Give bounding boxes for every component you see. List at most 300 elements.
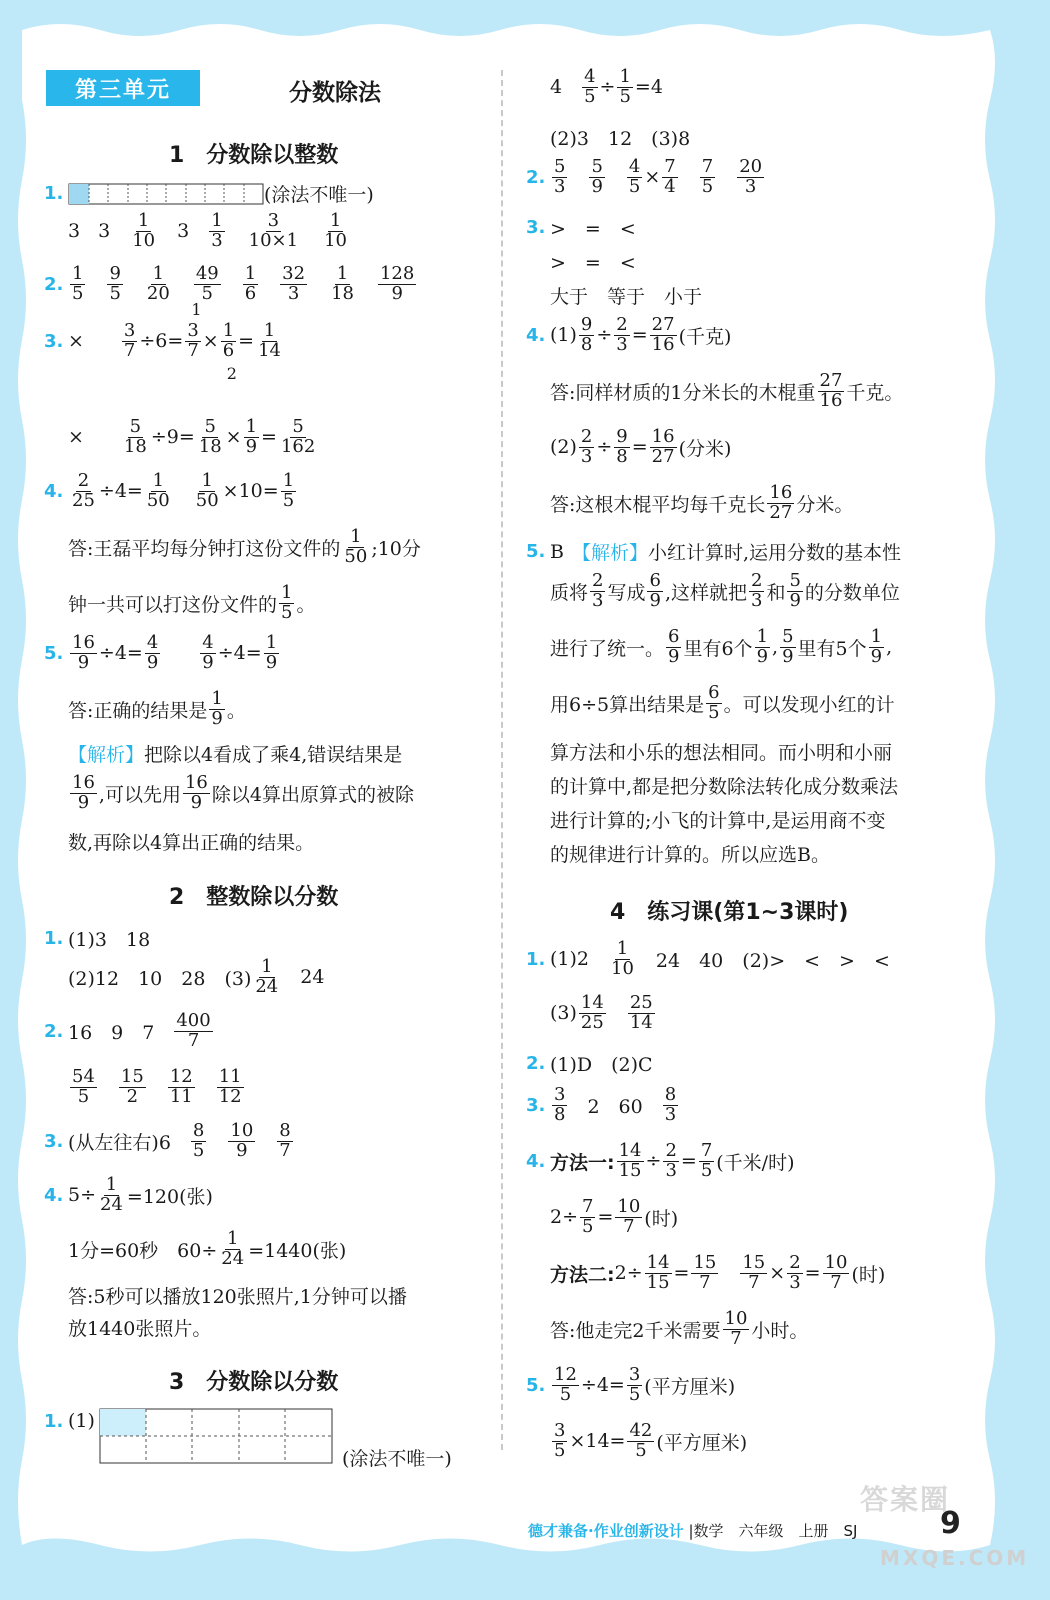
answer-text: 2÷ xyxy=(550,1206,579,1229)
fraction xyxy=(552,1366,579,1405)
note: (涂法不唯一) xyxy=(264,184,374,206)
analysis-text: 质将 xyxy=(550,581,589,604)
fraction xyxy=(107,265,122,304)
fraction xyxy=(590,572,605,611)
fraction xyxy=(228,1122,255,1161)
numerator: 20 xyxy=(739,156,763,177)
r-q3b: > = < xyxy=(550,252,636,274)
denominator: 5 xyxy=(619,85,631,107)
section-3-title: 3 分数除以分数 xyxy=(169,1370,339,1395)
denominator: 5 xyxy=(582,1215,594,1237)
numerator: 5 xyxy=(129,416,142,437)
fraction xyxy=(243,265,258,304)
denominator: 27 xyxy=(651,445,675,467)
operator: = xyxy=(261,426,277,449)
operator: ×14= xyxy=(569,1430,626,1453)
fraction xyxy=(615,1198,642,1237)
l-s2-q4b xyxy=(68,1230,346,1269)
r-p1b xyxy=(550,994,657,1033)
fraction xyxy=(552,1422,567,1461)
l-s2-q4-ans1: 答:5秒可以播放120张照片,1分钟可以播 xyxy=(68,1286,407,1308)
numerator: 1 xyxy=(756,626,769,647)
numerator: 15 xyxy=(742,1252,766,1273)
fraction xyxy=(614,316,629,355)
l-s2-q2b xyxy=(68,1068,246,1107)
denominator: 9 xyxy=(265,651,278,673)
numerator: 7 xyxy=(582,1196,594,1217)
analysis-text: ,这样就把 xyxy=(664,581,747,604)
numerator: 1 xyxy=(245,416,258,437)
answer-text: =4 xyxy=(634,76,663,99)
fraction xyxy=(628,994,655,1033)
fraction xyxy=(183,774,210,813)
answer-text: (1)2 xyxy=(550,948,590,971)
r-p5a xyxy=(526,1366,735,1405)
unit: (平方厘米) xyxy=(656,1431,748,1454)
fraction xyxy=(70,634,97,673)
fraction xyxy=(723,1310,750,1349)
section-1-title: 1 分数除以整数 xyxy=(169,143,339,168)
denominator: 6 xyxy=(222,339,235,361)
denominator: 7 xyxy=(830,1271,842,1293)
denominator: 9 xyxy=(756,645,769,667)
denominator: 5 xyxy=(201,282,213,304)
denominator: 6 xyxy=(244,282,257,304)
fraction xyxy=(264,634,279,673)
answer-text: (1) xyxy=(550,324,577,347)
question-number: 5. xyxy=(526,1374,546,1396)
fraction xyxy=(767,484,794,523)
footer-brand: 德才兼备·作业创新设计 xyxy=(528,1522,684,1540)
denominator: 10 xyxy=(611,957,634,979)
denominator: 8 xyxy=(554,1103,566,1125)
fraction xyxy=(70,1068,97,1107)
operator: = xyxy=(673,1262,690,1285)
r-q5-line2 xyxy=(550,572,900,611)
numerator: 25 xyxy=(629,992,653,1013)
numerator: 4 xyxy=(146,632,159,653)
denominator: 5 xyxy=(282,489,295,511)
answer-text: (2) xyxy=(550,436,577,459)
numerator: 1 xyxy=(152,263,165,284)
denominator: 3 xyxy=(616,333,628,355)
r-q5-line5: 算方法和小乐的想法相同。而小明和小丽 xyxy=(550,742,893,764)
answer-text: 钟一共可以打这份文件的 xyxy=(68,593,278,616)
r-q2 xyxy=(526,158,766,197)
unit: (时) xyxy=(851,1263,886,1286)
denominator: 3 xyxy=(664,1103,677,1125)
r-line1 xyxy=(550,68,663,107)
denominator: 50 xyxy=(195,489,219,511)
answer-text: 答:他走完2千米需要 xyxy=(550,1319,721,1342)
denominator: 12 xyxy=(218,1085,242,1107)
numerator: 1 xyxy=(137,210,150,231)
fraction xyxy=(552,158,567,197)
numerator: 8 xyxy=(192,1120,205,1141)
denominator: 162 xyxy=(280,435,316,457)
numerator: 1 xyxy=(201,470,213,491)
cancelled-fraction xyxy=(183,300,202,361)
answer-text: 4 xyxy=(550,76,563,99)
denominator: 15 xyxy=(646,1271,670,1293)
section-2-title: 2 整数除以分数 xyxy=(169,885,339,910)
footer xyxy=(528,1520,858,1541)
question-number: 3. xyxy=(44,1130,64,1152)
numerator: 5 xyxy=(554,156,566,177)
analysis-text: 和 xyxy=(766,581,786,604)
operator: ÷4= xyxy=(98,642,143,665)
answer-text: 24 xyxy=(300,966,325,989)
denominator: 24 xyxy=(100,1193,123,1215)
numerator: 5 xyxy=(789,570,801,591)
l-q5-analysis-3 xyxy=(68,828,314,855)
fraction xyxy=(145,472,172,511)
r-q3a xyxy=(526,214,636,241)
operator: ÷6= xyxy=(139,330,184,353)
question-number: 1. xyxy=(44,1410,64,1432)
fraction xyxy=(378,265,416,304)
footer-info: |数学 六年级 上册 SJ xyxy=(688,1522,858,1540)
r-p4a xyxy=(526,1142,795,1181)
denominator: 7 xyxy=(187,339,199,361)
denominator: 8 xyxy=(580,333,593,355)
analysis-label: 【解析】 xyxy=(571,542,648,564)
denominator: 3 xyxy=(665,1159,677,1181)
denominator: 5 xyxy=(281,601,293,623)
section-4-title: 4 练习课(第1~3课时) xyxy=(610,900,849,925)
fraction xyxy=(627,158,642,197)
l-q1-line2 xyxy=(68,212,351,251)
numerator: 9 xyxy=(109,263,121,284)
numerator: 3 xyxy=(187,320,199,341)
analysis-label: 【解析】 xyxy=(68,744,145,766)
answer-text: 答:同样材质的1分米长的木棍重 xyxy=(550,381,816,404)
fraction xyxy=(122,418,149,457)
denominator: 5 xyxy=(554,1439,566,1461)
operator: ÷ xyxy=(599,76,616,99)
fraction xyxy=(579,994,606,1033)
r-p4b xyxy=(550,1198,678,1237)
denominator: 8 xyxy=(616,445,628,467)
answer-text: ;10分 xyxy=(371,537,421,560)
denominator: 9 xyxy=(202,651,214,673)
denominator: 18 xyxy=(123,435,147,457)
analysis-text: , xyxy=(886,636,893,659)
question-number: 2. xyxy=(44,1020,64,1042)
answer-text: 24 40 (2)> < > < xyxy=(655,949,890,972)
denominator: 9 xyxy=(782,645,794,667)
numerator: 2 xyxy=(580,426,593,447)
numerator: 5 xyxy=(204,416,216,437)
analysis-text: 写成 xyxy=(607,581,646,604)
numerator: 6 xyxy=(708,682,720,703)
answer-text: =1440(张) xyxy=(248,1239,347,1262)
denominator: 24 xyxy=(221,1247,245,1269)
answer-text: 2÷ xyxy=(614,1262,643,1285)
operator: × xyxy=(202,330,219,353)
answer-text: (从左往右)6 xyxy=(68,1131,171,1154)
l-q5-analysis-2 xyxy=(68,774,414,813)
l-q3a xyxy=(44,300,285,383)
fraction xyxy=(787,572,802,611)
numerator: 1 xyxy=(211,210,223,231)
numerator: 7 xyxy=(664,156,676,177)
r-p5b xyxy=(550,1422,747,1461)
watermark-logo: 答案圈 xyxy=(860,1483,951,1516)
denominator: 9 xyxy=(668,645,680,667)
operator: × xyxy=(225,426,242,449)
denominator: 9 xyxy=(211,707,223,729)
answer-text: 。 xyxy=(296,593,316,616)
question-number: 3. xyxy=(526,217,546,238)
numerator: 49 xyxy=(195,263,219,284)
method-label: 方法二: xyxy=(550,1263,615,1286)
analysis-text: , xyxy=(772,636,779,659)
analysis-text: 用6÷5算出结果是 xyxy=(550,693,705,716)
fraction xyxy=(174,1012,212,1051)
unit: (时) xyxy=(644,1207,679,1230)
answer-text: 答:这根木棍平均每千克长 xyxy=(550,493,766,516)
unit-title: 分数除法 xyxy=(289,80,381,106)
fraction xyxy=(614,428,629,467)
denominator: 25 xyxy=(580,1011,604,1033)
r-p3 xyxy=(526,1086,680,1125)
fraction xyxy=(221,322,236,361)
numerator: 3 xyxy=(554,1084,566,1105)
numerator: 16 xyxy=(72,772,95,793)
analysis-text: 里有5个 xyxy=(797,637,867,660)
question-number: 5. xyxy=(526,541,546,562)
denominator: 7 xyxy=(187,1029,200,1051)
numerator: 16 xyxy=(769,482,793,503)
denominator: 9 xyxy=(789,589,801,611)
numerator: 3 xyxy=(267,210,280,231)
numerator: 10 xyxy=(724,1308,748,1329)
numerator: 1 xyxy=(105,1174,118,1195)
l-s3-note: (涂法不唯一) xyxy=(342,1448,452,1470)
fraction xyxy=(818,372,845,411)
operator: ÷9= xyxy=(150,426,195,449)
fraction xyxy=(122,322,137,361)
fraction xyxy=(780,628,795,667)
denominator: 9 xyxy=(190,791,203,813)
question-number: 1. xyxy=(526,948,546,970)
answer-text: =120(张) xyxy=(126,1185,213,1208)
answer-text: (1) xyxy=(68,1410,95,1432)
r-p4-answer xyxy=(550,1310,808,1349)
numerator: 1 xyxy=(265,632,278,653)
fraction xyxy=(200,634,215,673)
fraction xyxy=(645,1254,672,1293)
denominator: 7 xyxy=(748,1271,760,1293)
analysis-text: 除以4算出原算式的被除 xyxy=(211,783,414,806)
operator: = xyxy=(597,1206,614,1229)
answer-text: > = < xyxy=(550,218,636,240)
operator: = xyxy=(631,436,648,459)
operator: = xyxy=(680,1150,697,1173)
numerator: 3 xyxy=(123,320,136,341)
fraction xyxy=(279,584,294,623)
denominator: 3 xyxy=(287,282,300,304)
fraction xyxy=(322,212,349,251)
answer-text: 16 9 7 xyxy=(68,1021,155,1044)
numerator: 42 xyxy=(629,1420,653,1441)
r-q5-line4 xyxy=(550,684,895,723)
fraction xyxy=(755,628,770,667)
fraction xyxy=(70,774,97,813)
fraction xyxy=(552,1086,567,1125)
r-q5-line8: 的规律进行计算的。所以应选B。 xyxy=(550,844,830,866)
numerator: 1 xyxy=(263,320,276,341)
denominator: 7 xyxy=(123,339,136,361)
numerator: 14 xyxy=(646,1252,670,1273)
denominator: 5 xyxy=(628,1383,641,1405)
operator: × xyxy=(769,1262,786,1285)
fraction xyxy=(194,472,221,511)
answer-text: (1)3 18 xyxy=(68,929,151,951)
unit: (平方厘米) xyxy=(644,1375,736,1398)
denominator: 27 xyxy=(769,501,793,523)
denominator: 5 xyxy=(559,1383,572,1405)
fraction xyxy=(663,1142,678,1181)
numerator: 10 xyxy=(617,1196,641,1217)
question-number: 2. xyxy=(44,273,64,295)
numerator: 3 xyxy=(628,1364,641,1385)
denominator: 9 xyxy=(236,1139,248,1161)
question-number: 4. xyxy=(526,1150,546,1172)
l-s2-q3 xyxy=(44,1122,295,1161)
numerator: 1 xyxy=(329,210,342,231)
numerator: 1 xyxy=(282,470,295,491)
numerator: 2 xyxy=(616,314,628,335)
fraction xyxy=(617,1142,644,1181)
fraction xyxy=(579,428,594,467)
question-number: 2. xyxy=(526,1053,546,1074)
r-q5-line7: 进行计算的;小飞的计算中,是运用商不变 xyxy=(550,810,886,832)
denominator: 3 xyxy=(580,445,593,467)
fraction xyxy=(256,322,283,361)
denominator: 9 xyxy=(591,175,603,197)
numerator: 9 xyxy=(616,426,628,447)
denominator: 3 xyxy=(554,175,566,197)
fraction xyxy=(737,158,764,197)
page-number: 9 xyxy=(940,1506,961,1541)
fraction xyxy=(194,265,221,304)
fraction xyxy=(98,1176,125,1215)
fraction xyxy=(662,158,677,197)
cancel-bottom: 2 xyxy=(226,363,237,383)
l-s3-q1 xyxy=(44,1410,95,1432)
analysis-text: 小红计算时,运用分数的基本性 xyxy=(647,542,902,564)
fraction xyxy=(627,1366,642,1405)
denominator: 9 xyxy=(870,645,883,667)
denominator: 3 xyxy=(744,175,757,197)
fraction xyxy=(253,958,280,997)
numerator: 27 xyxy=(651,314,675,335)
fraction xyxy=(699,1142,714,1181)
question-number: 2. xyxy=(526,166,546,188)
unit: (千克) xyxy=(678,325,732,348)
operator: ÷ xyxy=(645,1150,662,1173)
numerator: 1 xyxy=(227,1228,239,1249)
answer-text: (2)12 10 28 (3) xyxy=(68,967,252,990)
denominator: 10 xyxy=(324,229,347,251)
l-q5-answer xyxy=(68,690,246,729)
r-q5-line3 xyxy=(550,628,892,667)
denominator: 50 xyxy=(344,545,368,567)
r-q5-line1 xyxy=(526,538,901,565)
fraction xyxy=(244,418,259,457)
operator: ÷4= xyxy=(217,642,262,665)
operator: ÷ xyxy=(596,436,613,459)
fraction xyxy=(342,528,369,567)
operator: ÷ xyxy=(596,324,613,347)
numerator: 1 xyxy=(281,582,293,603)
r-p2 xyxy=(526,1050,653,1077)
fraction xyxy=(740,1254,767,1293)
cancel-top: 1 xyxy=(191,300,202,319)
denominator: 9 xyxy=(391,282,403,304)
denominator: 18 xyxy=(198,435,222,457)
numerator: 1 xyxy=(152,470,165,491)
numerator: 1 xyxy=(350,526,362,547)
r-p4c xyxy=(550,1254,885,1293)
l-s2-q4-ans2: 放1440张照片。 xyxy=(68,1318,212,1340)
question-number: 1. xyxy=(44,183,64,204)
question-number: 4. xyxy=(526,324,546,346)
numerator: 54 xyxy=(72,1066,95,1087)
value: 3 xyxy=(98,220,111,243)
r-q4b xyxy=(550,428,731,467)
operator: = xyxy=(238,330,255,353)
numerator: 1 xyxy=(336,263,349,284)
denominator: 14 xyxy=(258,339,281,361)
fraction xyxy=(650,428,677,467)
r-q4a xyxy=(526,316,731,355)
operator: = xyxy=(804,1262,821,1285)
numerator: 8 xyxy=(664,1084,677,1105)
answer-text: 1分=60秒 60÷ xyxy=(68,1239,218,1262)
denominator: 5 xyxy=(192,1139,205,1161)
numerator: 5 xyxy=(292,416,304,437)
fraction xyxy=(787,1254,802,1293)
operator: ÷4= xyxy=(580,1374,625,1397)
analysis-text: 数,再除以4算出正确的结果。 xyxy=(68,832,315,854)
answer-text: 分米。 xyxy=(796,493,854,516)
denominator: 5 xyxy=(701,175,714,197)
l-s2-q4a xyxy=(44,1176,213,1215)
denominator: 5 xyxy=(72,282,84,304)
denominator: 9 xyxy=(146,651,159,673)
answer-text: 5÷ xyxy=(68,1184,97,1207)
fraction xyxy=(749,572,764,611)
operator: × xyxy=(644,166,661,189)
cancelled-fraction xyxy=(219,320,238,383)
r-q3c: 大于 等于 小于 xyxy=(550,286,703,308)
numerator: 1 xyxy=(72,263,84,284)
numerator: 12 xyxy=(169,1066,193,1087)
numerator: 2 xyxy=(592,570,604,591)
r-p1a xyxy=(526,940,890,979)
fraction xyxy=(191,1122,206,1161)
numerator: 1 xyxy=(616,938,629,959)
fraction xyxy=(185,322,200,361)
denominator: 5 xyxy=(700,1159,713,1181)
fraction xyxy=(691,1254,718,1293)
fraction xyxy=(119,1068,146,1107)
numerator: 1 xyxy=(619,66,631,87)
question-number: 3. xyxy=(526,1094,546,1116)
